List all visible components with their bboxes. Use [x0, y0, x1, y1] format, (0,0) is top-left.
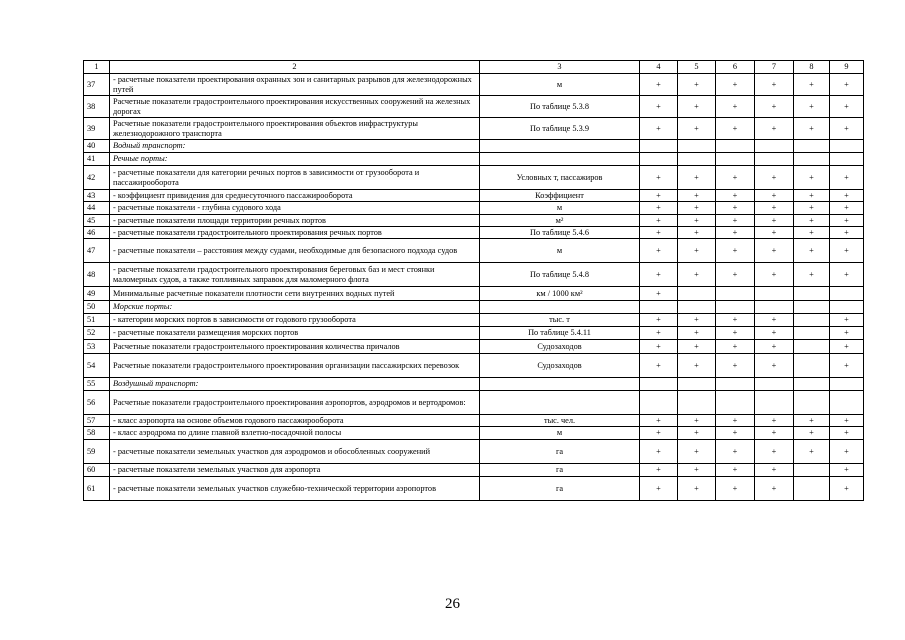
indicator-table — [83, 60, 864, 501]
mark-cell: + — [640, 239, 678, 263]
table-row — [84, 226, 864, 238]
row-number: 55 — [84, 378, 110, 391]
unit-cell: тыс. т — [480, 314, 640, 327]
row-number: 57 — [84, 415, 110, 427]
mark-cell — [678, 301, 716, 314]
mark-cell: + — [755, 226, 794, 238]
mark-cell: + — [640, 214, 678, 226]
column-header: 7 — [755, 61, 794, 74]
mark-cell — [716, 140, 755, 153]
mark-cell: + — [830, 190, 864, 202]
unit-cell: По таблице 5.4.11 — [480, 327, 640, 340]
mark-cell: + — [830, 327, 864, 340]
mark-cell: + — [640, 476, 678, 500]
table-row — [84, 439, 864, 463]
unit-cell: м — [480, 74, 640, 96]
mark-cell: + — [794, 166, 830, 190]
mark-cell: + — [678, 354, 716, 378]
mark-cell — [794, 340, 830, 354]
row-number: 40 — [84, 140, 110, 153]
mark-cell: + — [716, 166, 755, 190]
mark-cell — [794, 476, 830, 500]
mark-cell — [830, 287, 864, 301]
mark-cell — [794, 301, 830, 314]
mark-cell — [794, 287, 830, 301]
mark-cell: + — [716, 118, 755, 140]
unit-cell: га — [480, 463, 640, 476]
row-number: 58 — [84, 427, 110, 439]
indicator-description: - расчетные показатели земельных участков для аэродромов и обособленных сооружений — [110, 439, 480, 463]
mark-cell — [755, 140, 794, 153]
row-number: 59 — [84, 439, 110, 463]
mark-cell: + — [794, 415, 830, 427]
mark-cell — [755, 378, 794, 391]
unit-cell: Судозаходов — [480, 340, 640, 354]
mark-cell: + — [640, 118, 678, 140]
mark-cell — [640, 301, 678, 314]
mark-cell: + — [755, 463, 794, 476]
mark-cell: + — [716, 202, 755, 214]
mark-cell: + — [755, 354, 794, 378]
mark-cell: + — [794, 202, 830, 214]
mark-cell: + — [678, 118, 716, 140]
table-row — [84, 190, 864, 202]
mark-cell: + — [716, 190, 755, 202]
mark-cell — [755, 153, 794, 166]
table-row — [84, 287, 864, 301]
unit-cell: По таблице 5.4.8 — [480, 263, 640, 287]
mark-cell — [678, 391, 716, 415]
mark-cell — [716, 378, 755, 391]
mark-cell: + — [678, 74, 716, 96]
column-header: 2 — [110, 61, 480, 74]
mark-cell: + — [794, 239, 830, 263]
mark-cell: + — [716, 314, 755, 327]
mark-cell: + — [716, 239, 755, 263]
mark-cell — [830, 140, 864, 153]
row-number: 42 — [84, 166, 110, 190]
mark-cell: + — [830, 427, 864, 439]
mark-cell: + — [830, 314, 864, 327]
row-number: 45 — [84, 214, 110, 226]
row-number: 49 — [84, 287, 110, 301]
mark-cell: + — [716, 427, 755, 439]
mark-cell: + — [716, 476, 755, 500]
unit-cell: га — [480, 439, 640, 463]
mark-cell: + — [830, 214, 864, 226]
mark-cell: + — [794, 439, 830, 463]
mark-cell — [755, 391, 794, 415]
mark-cell: + — [755, 166, 794, 190]
indicator-description: - класс аэропорта на основе объемов годового пассажирооборота — [110, 415, 480, 427]
mark-cell: + — [678, 415, 716, 427]
table-row — [84, 340, 864, 354]
unit-cell — [480, 301, 640, 314]
row-number: 39 — [84, 118, 110, 140]
unit-cell: По таблице 5.3.9 — [480, 118, 640, 140]
table-row — [84, 463, 864, 476]
section-heading: Воздушный транспорт: — [110, 378, 480, 391]
mark-cell — [830, 391, 864, 415]
mark-cell — [640, 378, 678, 391]
mark-cell — [716, 301, 755, 314]
mark-cell: + — [755, 415, 794, 427]
indicator-description: Расчетные показатели градостроительного проектирования организации пассажирских перевозок — [110, 354, 480, 378]
table-row — [84, 118, 864, 140]
mark-cell — [830, 301, 864, 314]
table-row — [84, 354, 864, 378]
mark-cell: + — [640, 354, 678, 378]
column-header: 9 — [830, 61, 864, 74]
row-number: 47 — [84, 239, 110, 263]
mark-cell: + — [640, 287, 678, 301]
mark-cell: + — [640, 427, 678, 439]
mark-cell: + — [830, 118, 864, 140]
indicator-description: - класс аэродрома по длине главной взлетно-посадочной полосы — [110, 427, 480, 439]
mark-cell: + — [830, 74, 864, 96]
mark-cell: + — [830, 239, 864, 263]
column-header: 8 — [794, 61, 830, 74]
row-number: 48 — [84, 263, 110, 287]
mark-cell: + — [678, 476, 716, 500]
mark-cell — [794, 140, 830, 153]
unit-cell: м — [480, 427, 640, 439]
mark-cell: + — [678, 463, 716, 476]
mark-cell — [678, 287, 716, 301]
mark-cell — [794, 463, 830, 476]
mark-cell — [640, 391, 678, 415]
mark-cell: + — [755, 202, 794, 214]
row-number: 61 — [84, 476, 110, 500]
mark-cell: + — [830, 340, 864, 354]
indicator-description: - расчетные показатели размещения морских портов — [110, 327, 480, 340]
mark-cell: + — [640, 439, 678, 463]
table-row — [84, 314, 864, 327]
indicator-description: - расчетные показатели градостроительного проектирования речных портов — [110, 226, 480, 238]
table-row — [84, 166, 864, 190]
mark-cell: + — [755, 190, 794, 202]
table-row — [84, 391, 864, 415]
column-header: 3 — [480, 61, 640, 74]
mark-cell: + — [716, 263, 755, 287]
mark-cell: + — [640, 327, 678, 340]
unit-cell: По таблице 5.3.8 — [480, 96, 640, 118]
mark-cell: + — [830, 96, 864, 118]
table-row — [84, 301, 864, 314]
mark-cell — [678, 153, 716, 166]
indicator-description: Расчетные показатели градостроительного проектирования количества причалов — [110, 340, 480, 354]
mark-cell: + — [716, 340, 755, 354]
mark-cell: + — [755, 439, 794, 463]
mark-cell: + — [755, 74, 794, 96]
mark-cell — [794, 153, 830, 166]
mark-cell: + — [794, 427, 830, 439]
mark-cell: + — [830, 263, 864, 287]
mark-cell: + — [794, 118, 830, 140]
unit-cell: км / 1000 км² — [480, 287, 640, 301]
mark-cell: + — [830, 202, 864, 214]
mark-cell: + — [640, 415, 678, 427]
table-row — [84, 214, 864, 226]
mark-cell: + — [716, 354, 755, 378]
column-header: 4 — [640, 61, 678, 74]
table-row — [84, 427, 864, 439]
indicator-description: Минимальные расчетные показатели плотности сети внутренних водных путей — [110, 287, 480, 301]
unit-cell: Судозаходов — [480, 354, 640, 378]
table-body — [84, 61, 864, 501]
mark-cell — [678, 140, 716, 153]
mark-cell: + — [755, 96, 794, 118]
indicator-description: - категории морских портов в зависимости от годового грузооборота — [110, 314, 480, 327]
mark-cell — [755, 287, 794, 301]
mark-cell — [716, 153, 755, 166]
mark-cell: + — [830, 439, 864, 463]
mark-cell: + — [678, 427, 716, 439]
mark-cell: + — [640, 340, 678, 354]
mark-cell: + — [678, 340, 716, 354]
indicator-description: - расчетные показатели градостроительного проектирования береговых баз и мест стоянки маломерных судов, а также топливных заправок для маломерного флота — [110, 263, 480, 287]
table-row — [84, 74, 864, 96]
mark-cell: + — [716, 463, 755, 476]
mark-cell: + — [794, 96, 830, 118]
mark-cell: + — [678, 439, 716, 463]
mark-cell: + — [640, 166, 678, 190]
unit-cell: м² — [480, 214, 640, 226]
indicator-description: - расчетные показатели - глубина судового хода — [110, 202, 480, 214]
column-header: 5 — [678, 61, 716, 74]
unit-cell — [480, 153, 640, 166]
mark-cell — [794, 378, 830, 391]
mark-cell — [794, 327, 830, 340]
unit-cell — [480, 391, 640, 415]
unit-cell: По таблице 5.4.6 — [480, 226, 640, 238]
row-number: 56 — [84, 391, 110, 415]
mark-cell: + — [755, 314, 794, 327]
mark-cell: + — [755, 427, 794, 439]
unit-cell: тыс. чел. — [480, 415, 640, 427]
mark-cell: + — [716, 74, 755, 96]
table-row — [84, 140, 864, 153]
indicator-description: Расчетные показатели градостроительного проектирования объектов инфраструктуры железнодорожного транспорта — [110, 118, 480, 140]
mark-cell: + — [755, 327, 794, 340]
mark-cell: + — [755, 239, 794, 263]
mark-cell — [794, 391, 830, 415]
mark-cell — [755, 301, 794, 314]
column-header: 1 — [84, 61, 110, 74]
unit-cell: га — [480, 476, 640, 500]
mark-cell: + — [830, 415, 864, 427]
indicator-description: - расчетные показатели земельных участков служебно-технической территории аэропортов — [110, 476, 480, 500]
section-heading: Речные порты: — [110, 153, 480, 166]
mark-cell: + — [716, 439, 755, 463]
mark-cell — [716, 287, 755, 301]
row-number: 50 — [84, 301, 110, 314]
mark-cell: + — [678, 314, 716, 327]
mark-cell: + — [640, 263, 678, 287]
mark-cell — [716, 391, 755, 415]
unit-cell: м — [480, 202, 640, 214]
section-heading: Водный транспорт: — [110, 140, 480, 153]
unit-cell: Условных т, пассажиров — [480, 166, 640, 190]
row-number: 54 — [84, 354, 110, 378]
mark-cell: + — [640, 226, 678, 238]
mark-cell: + — [640, 74, 678, 96]
mark-cell: + — [755, 214, 794, 226]
table-row — [84, 378, 864, 391]
table-row — [84, 415, 864, 427]
row-number: 41 — [84, 153, 110, 166]
unit-cell: Коэффициент — [480, 190, 640, 202]
indicator-description: - расчетные показатели площади территории речных портов — [110, 214, 480, 226]
table-row — [84, 263, 864, 287]
table-row — [84, 327, 864, 340]
mark-cell: + — [794, 214, 830, 226]
row-number: 37 — [84, 74, 110, 96]
mark-cell: + — [755, 476, 794, 500]
unit-cell: м — [480, 239, 640, 263]
indicator-description: - расчетные показатели земельных участков для аэропорта — [110, 463, 480, 476]
row-number: 43 — [84, 190, 110, 202]
mark-cell: + — [830, 226, 864, 238]
mark-cell: + — [716, 415, 755, 427]
section-heading: Морские порты: — [110, 301, 480, 314]
indicator-description: - расчетные показатели проектирования охранных зон и санитарных разрывов для железнодорожных путей — [110, 74, 480, 96]
table-row — [84, 476, 864, 500]
page-number: 26 — [445, 596, 460, 612]
indicator-description: - коэффициент привидения для среднесуточного пассажирооборота — [110, 190, 480, 202]
indicator-description: Расчетные показатели градостроительного проектирования аэропортов, аэродромов и вертодромов: — [110, 391, 480, 415]
mark-cell — [830, 153, 864, 166]
mark-cell: + — [678, 166, 716, 190]
mark-cell: + — [640, 190, 678, 202]
mark-cell: + — [830, 476, 864, 500]
row-number: 44 — [84, 202, 110, 214]
mark-cell: + — [830, 354, 864, 378]
mark-cell: + — [794, 190, 830, 202]
mark-cell: + — [830, 166, 864, 190]
mark-cell: + — [640, 202, 678, 214]
unit-cell — [480, 140, 640, 153]
mark-cell: + — [640, 463, 678, 476]
mark-cell: + — [794, 263, 830, 287]
row-number: 38 — [84, 96, 110, 118]
table-row — [84, 153, 864, 166]
indicator-description: Расчетные показатели градостроительного проектирования искусственных сооружений на железных дорогах — [110, 96, 480, 118]
row-number: 51 — [84, 314, 110, 327]
mark-cell: + — [640, 96, 678, 118]
mark-cell — [794, 354, 830, 378]
mark-cell — [794, 314, 830, 327]
mark-cell — [640, 153, 678, 166]
mark-cell: + — [678, 202, 716, 214]
table-row — [84, 202, 864, 214]
row-number: 46 — [84, 226, 110, 238]
row-number: 60 — [84, 463, 110, 476]
table-header-row — [84, 61, 864, 74]
mark-cell: + — [678, 226, 716, 238]
mark-cell: + — [678, 190, 716, 202]
mark-cell: + — [755, 118, 794, 140]
table-row — [84, 96, 864, 118]
mark-cell: + — [716, 214, 755, 226]
mark-cell: + — [678, 327, 716, 340]
mark-cell: + — [678, 263, 716, 287]
mark-cell: + — [755, 340, 794, 354]
mark-cell: + — [678, 239, 716, 263]
table-row — [84, 239, 864, 263]
mark-cell: + — [794, 226, 830, 238]
mark-cell: + — [716, 226, 755, 238]
mark-cell: + — [794, 74, 830, 96]
unit-cell — [480, 378, 640, 391]
mark-cell: + — [678, 214, 716, 226]
mark-cell — [640, 140, 678, 153]
indicator-description: - расчетные показатели – расстояния между судами, необходимые для безопасного подхода судов — [110, 239, 480, 263]
mark-cell — [678, 378, 716, 391]
column-header: 6 — [716, 61, 755, 74]
mark-cell: + — [716, 327, 755, 340]
mark-cell: + — [716, 96, 755, 118]
mark-cell — [830, 378, 864, 391]
indicator-description: - расчетные показатели для категории речных портов в зависимости от грузооборота и пассажирооборота — [110, 166, 480, 190]
mark-cell: + — [640, 314, 678, 327]
row-number: 53 — [84, 340, 110, 354]
mark-cell: + — [830, 463, 864, 476]
mark-cell: + — [755, 263, 794, 287]
mark-cell: + — [678, 96, 716, 118]
row-number: 52 — [84, 327, 110, 340]
